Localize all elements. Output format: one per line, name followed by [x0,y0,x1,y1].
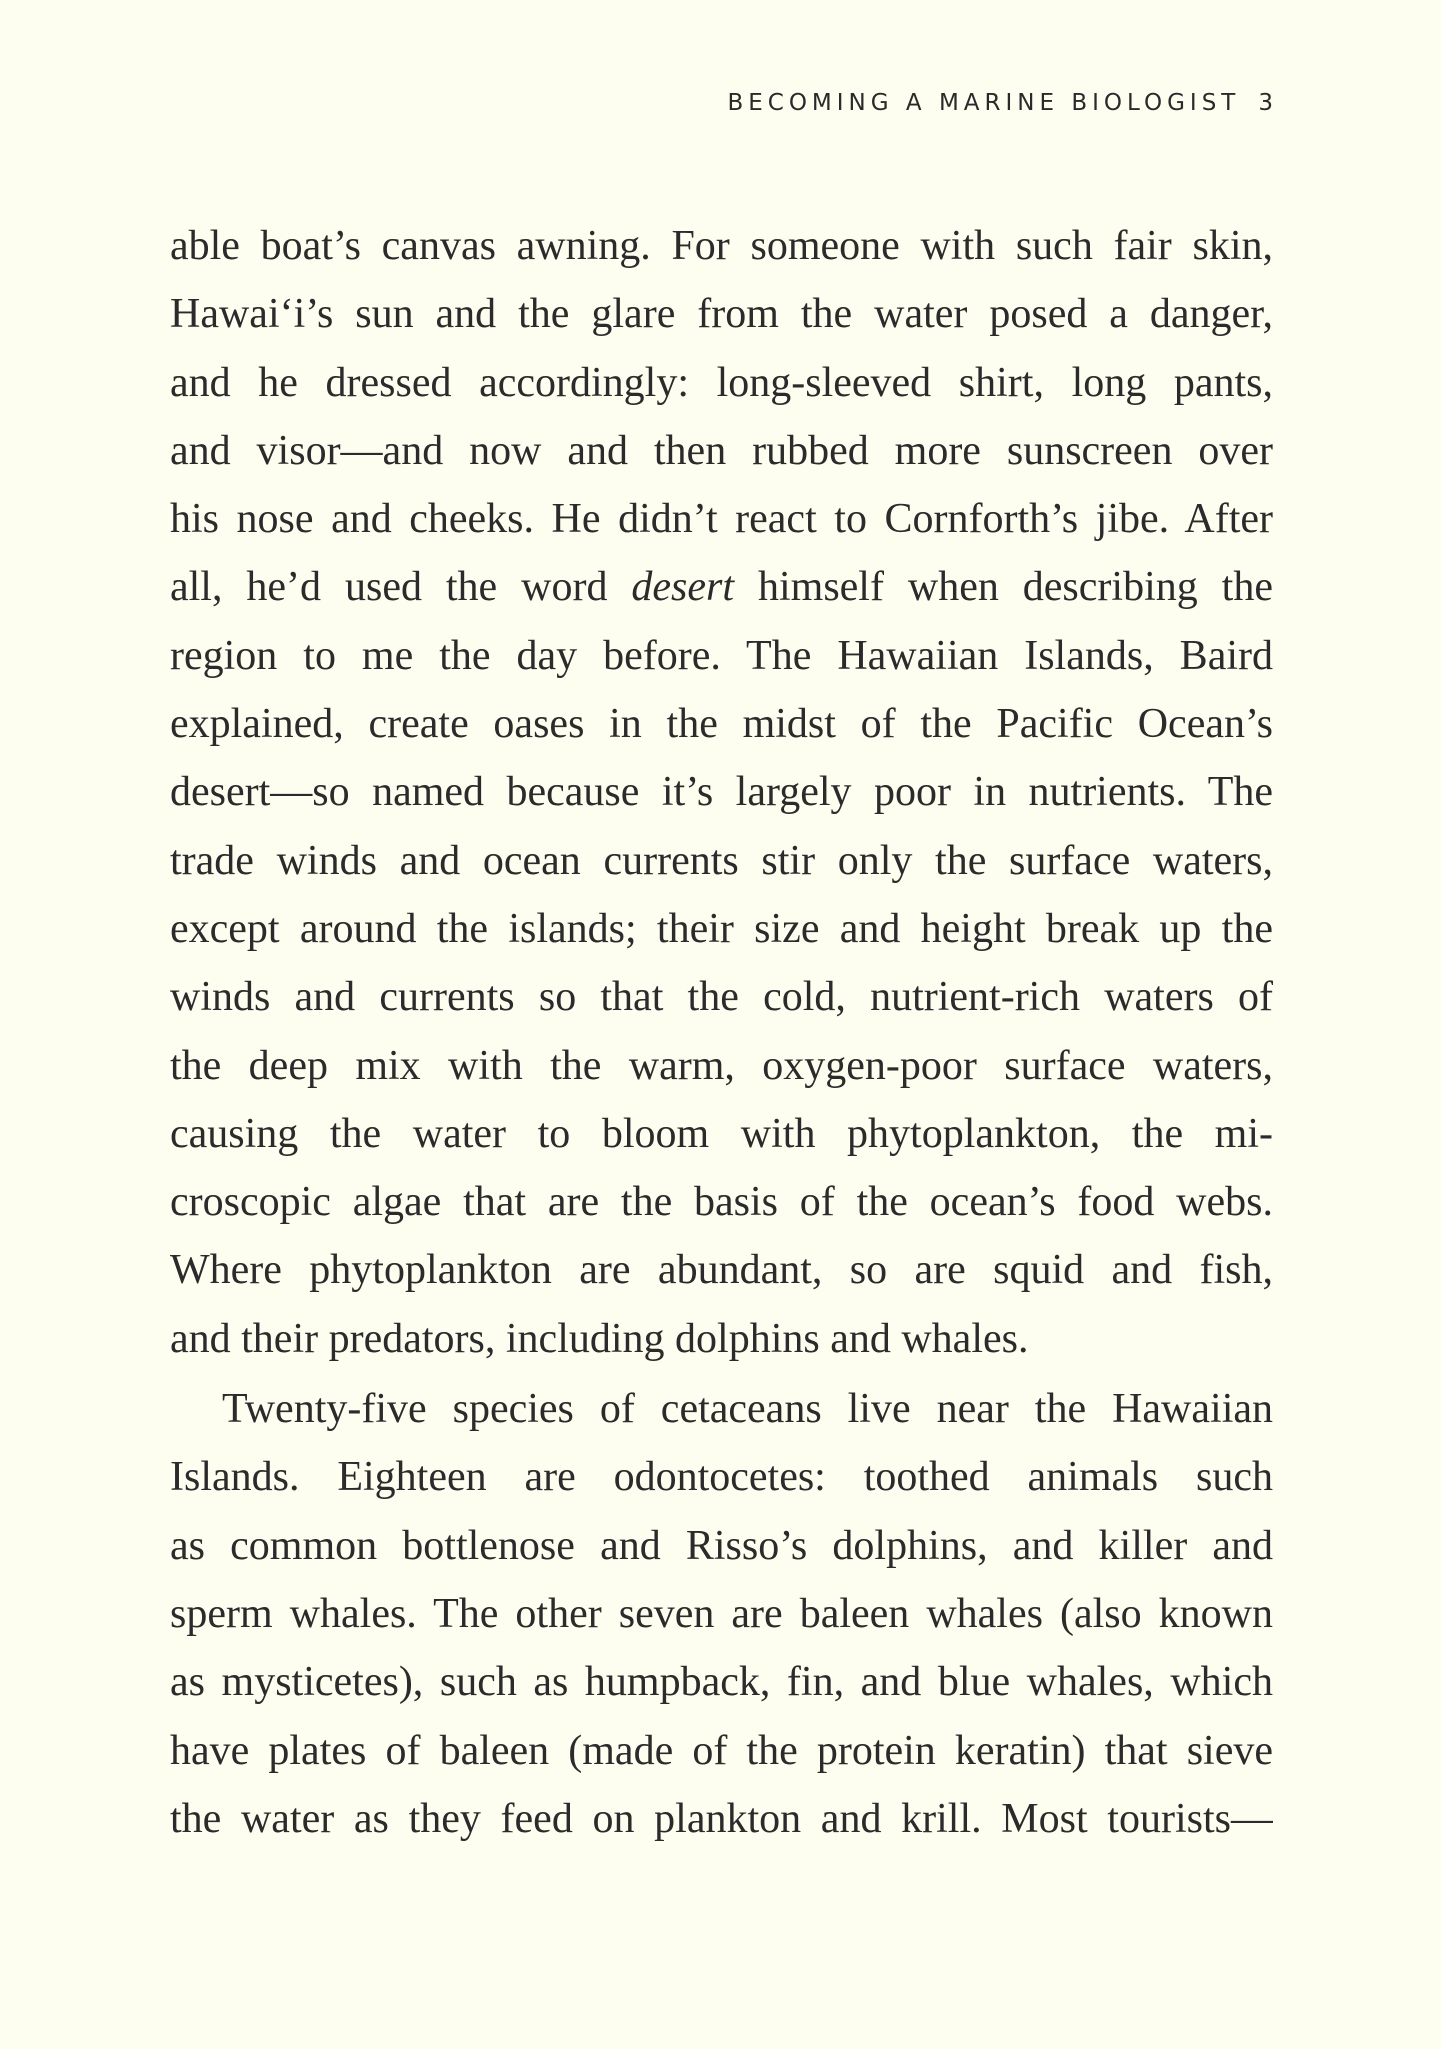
text-line: desert—so named because it’s largely poor in nutrients. The [170,769,1273,816]
text-line: croscopic algae that are the basis of the ocean’s food webs. [170,1179,1273,1226]
text-line: have plates of baleen (made of the protein keratin) that sieve [170,1727,1273,1774]
text-segment: all, he’d used the word [170,564,632,611]
body-text [170,212,1273,1853]
text-line: Islands. Eighteen are odontocetes: toothed animals such [170,1454,1273,1501]
text-line: Twenty-five species of cetaceans live near the Hawaiian [222,1386,1273,1433]
text-line: his nose and cheeks. He didn’t react to Cornforth’s jibe. After [170,496,1273,543]
text-segment: himself when describing the [734,564,1273,611]
text-line: as common bottlenose and Risso’s dolphins, and killer and [170,1522,1273,1569]
text-line: winds and currents so that the cold, nutrient-rich waters of [170,974,1273,1021]
text-line: Hawai‘i’s sun and the glare from the water posed a danger, [170,291,1273,338]
paragraph [170,212,1273,1373]
text-line: Where phytoplankton are abundant, so are squid and fish, [170,1247,1273,1294]
text-line: causing the water to bloom with phytoplankton, the mi- [170,1110,1273,1157]
page-number: 3 [1258,90,1273,116]
text-line: the deep mix with the warm, oxygen-poor surface waters, [170,1042,1273,1089]
text-line: except around the islands; their size and height break up the [170,905,1273,952]
italic-word: desert [631,564,735,611]
text-line: trade winds and ocean currents stir only the surface waters, [170,837,1273,884]
text-line: able boat’s canvas awning. For someone with such fair skin, [170,223,1273,269]
text-line: explained, create oases in the midst of the Pacific Ocean’s [170,701,1273,748]
text-line: sperm whales. The other seven are baleen whales (also known [170,1590,1273,1637]
running-title: BECOMING A MARINE BIOLOGIST [727,90,1241,116]
text-line: and he dressed accordingly: long-sleeved shirt, long pants, [170,359,1273,406]
text-line: and visor—and now and then rubbed more sunscreen over [170,427,1273,474]
text-line: region to me the day before. The Hawaiian Islands, Baird [170,632,1273,679]
text-line: and their predators, including dolphins and whales. [170,1315,1029,1362]
text-line: the water as they feed on plankton and krill. Most tourists— [170,1795,1273,1842]
text-line [170,553,1273,621]
paragraph [170,1375,1273,1853]
text-line: as mysticetes), such as humpback, fin, and blue whales, which [170,1659,1273,1706]
running-head [727,90,1273,116]
